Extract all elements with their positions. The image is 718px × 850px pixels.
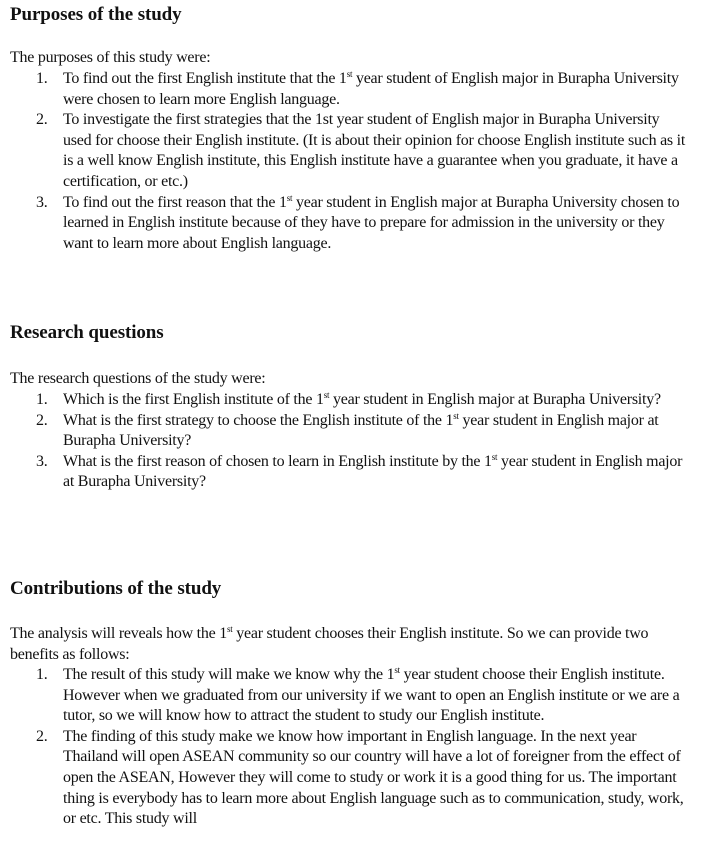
section-heading-purposes: Purposes of the study [10,4,182,25]
list-number: 2. [36,727,48,745]
list-item [10,727,688,830]
list-number: 1. [36,391,48,408]
list-item [10,665,688,727]
list-text: To investigate the first strategies that the 1st year student of English major in Burapha University used for choose their English institute. (It is about their opinion for choose English institute such as it is a well know English institute, this English institute have a guarantee when you graduate, it have a certification, or etc.) [63,111,686,190]
list-number: 2. [36,111,48,129]
research-questions-list [10,390,710,493]
contributions-intro: The analysis will reveals how the 1st year student chooses their English institute. So we can provide two benefits as follows: [10,624,649,663]
section-heading-research-questions: Research questions [10,322,164,343]
contributions-list [10,665,710,830]
list-number: 1. [36,70,48,87]
purposes-intro: The purposes of this study were: [10,49,211,66]
list-number: 1. [36,666,48,683]
list-item [10,452,688,493]
purposes-list [10,69,710,254]
list-number: 2. [36,411,48,429]
list-text: What is the first strategy to choose the English institute of the 1st year student in English major at Burapha University? [63,410,659,450]
list-text: To find out the first reason that the 1st year student in English major at Burapha University chosen to learned in English institute because of they have to prepare for admission in the university or they want to learn more about English language. [63,192,680,252]
list-text: The result of this study will make we know why the 1st year student choose their English institute. However when we graduated from our university if we want to open an English institute or we are a tutor, so we will know how to attract the student to study our English institute. [63,665,680,725]
research-questions-intro: The research questions of the study were: [10,370,266,387]
list-item [10,110,688,192]
list-item [10,411,688,452]
list-text: Which is the first English institute of the 1st year student in English major at Burapha University? [63,390,661,408]
list-number: 3. [36,452,48,470]
list-text: What is the first reason of chosen to learn in English institute by the 1st year student in English major at Burapha University? [63,451,683,491]
list-text: To find out the first English institute that the 1st year student of English major in Burapha University were chosen to learn more English language. [63,69,679,108]
list-text: The finding of this study make we know how important in English language. In the next year Thailand will open ASEAN community so our country will have a lot of foreigner from the effect of open the ASEAN, However they will come to study or work it is a good thing for us. The important thing is everybody has to learn more about English language such as to communication, study, work, or etc. This study will [63,727,684,828]
list-number: 3. [36,193,48,211]
list-item [10,193,688,255]
list-item [10,390,688,411]
list-item [10,69,688,110]
section-heading-contributions: Contributions of the study [10,578,222,599]
